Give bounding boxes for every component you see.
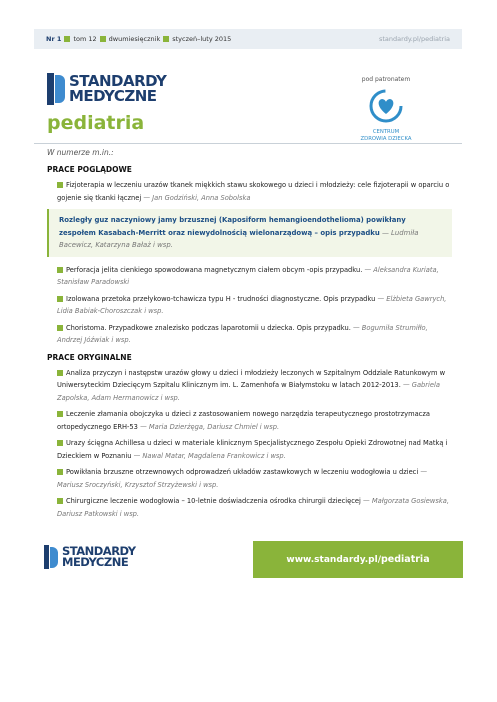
patronage-name: CENTRUM ZDROWIA DZIECKA bbox=[360, 129, 412, 142]
article-item[interactable]: Choristoma. Przypadkowe znalezisko podczas laparotomii u dziecka. Opis przypadku. — Bogumiła Strumiłło, Andrzej Jóźwiak i wsp. bbox=[57, 323, 428, 344]
bullet-square-icon bbox=[57, 370, 63, 376]
logo-text: STANDARDY MEDYCZNE bbox=[62, 543, 136, 569]
table-of-contents bbox=[47, 148, 452, 524]
bullet-square-icon bbox=[100, 36, 106, 42]
featured-article[interactable]: Rozległy guz naczyniowy jamy brzusznej (Kaposiform hemangioendothelioma) powikłany zespołem Kasabach-Merritt oraz niewydolnością wielonarządową – opis przypadku — Ludmiła Bacewicz, Katarzyna Bałaż i wsp. bbox=[47, 209, 452, 257]
bullet-square-icon bbox=[57, 325, 63, 331]
bullet-square-icon bbox=[57, 267, 63, 273]
bullet-square-icon bbox=[57, 182, 63, 188]
frequency: dwumiesięcznik bbox=[108, 35, 161, 43]
website-link[interactable]: www.standardy.pl/ pediatria bbox=[253, 541, 463, 578]
patronage-label: pod patronatem bbox=[361, 76, 411, 83]
intro-text: W numerze m.in.: bbox=[47, 148, 114, 157]
bullet-square-icon bbox=[57, 469, 63, 475]
issue-number: Nr 1 bbox=[46, 35, 62, 43]
patronage bbox=[360, 76, 412, 143]
bullet-square-icon bbox=[64, 36, 70, 42]
site-link[interactable]: standardy.pl/pediatria bbox=[379, 35, 450, 43]
divider bbox=[34, 143, 462, 144]
article-item[interactable]: Perforacja jelita cienkiego spowodowana magnetycznym ciałem obcym -opis przypadku. — Aleksandra Kuriata, Stanisław Paradowski bbox=[57, 265, 439, 286]
bullet-square-icon bbox=[57, 296, 63, 302]
article-item[interactable]: Fizjoterapia w leczeniu urazów tkanek miękkich stawu skokowego u dzieci i młodzieży: cele fizjoterapii w oparciu o gojenie się tkanki łącznej — Jan Godziński, Anna Sobolska bbox=[57, 181, 450, 202]
section-heading: PRACE POGLĄDOWE bbox=[47, 165, 132, 174]
volume: tom 12 bbox=[73, 35, 97, 43]
section-heading: PRACE ORYGINALNE bbox=[47, 352, 132, 362]
bullet-square-icon bbox=[163, 36, 169, 42]
article-item[interactable]: Powikłania brzuszne otrzewnowych odprowadzeń układów zastawkowych w leczeniu wodogłowia u dzieci — Mariusz Sroczyński, Krzysztof Strzyżewski i wsp. bbox=[57, 468, 428, 489]
brand-logo bbox=[47, 73, 166, 105]
bullet-square-icon bbox=[57, 411, 63, 417]
article-item[interactable]: Analiza przyczyn i następstw urazów głowy u dzieci i młodzieży leczonych w Szpitalnym Oddziale Ratunkowym w Uniwersyteckim Dziecięcym Szpitalu Klinicznym im. L. Zamenhofa w Białymstoku w latach 2012-2013. — Gabriela Zapolska, Adam Hermanowicz i wsp. bbox=[57, 368, 446, 402]
bullet-square-icon bbox=[57, 498, 63, 504]
logo-text: STANDARDY MEDYCZNE bbox=[69, 72, 167, 105]
footer-logo bbox=[44, 545, 136, 569]
article-item[interactable]: Izolowana przetoka przełykowo-tchawicza typu H - trudności diagnostyczne. Opis przypadku — Elżbieta Gawrych, Lidia Babiak-Choroszczak i wsp. bbox=[57, 294, 447, 315]
bullet-square-icon bbox=[57, 440, 63, 446]
article-item[interactable]: Chirurgiczne leczenie wodogłowia – 10-letnie doświadczenia ośrodka chirurgii dziecięcej — Małgorzata Gosiewska, Dariusz Patkowski i wsp. bbox=[57, 497, 449, 518]
heart-logo-icon bbox=[369, 89, 403, 123]
article-item[interactable]: Leczenie złamania obojczyka u dzieci z zastosowaniem nowego narzędzia terapeutycznego prostotrzymacza ortopedycznego ERH-53 — Maria Dzierżęga, Dariusz Chmiel i wsp. bbox=[57, 410, 430, 431]
journal-subtitle: pediatria bbox=[47, 112, 145, 134]
logo-mark-icon bbox=[44, 545, 58, 569]
logo-mark-icon bbox=[47, 73, 65, 105]
header-bar bbox=[34, 29, 462, 49]
article-item[interactable]: Urazy ścięgna Achillesa u dzieci w materiale klinicznym Specjalistycznego Zespołu Opieki Zdrowotnej nad Matką i Dzieckiem w Poznaniu — Nawal Matar, Magdalena Frankowicz i wsp. bbox=[57, 439, 448, 460]
issue-date: styczeń–luty 2015 bbox=[172, 35, 232, 43]
issue-info bbox=[46, 35, 231, 43]
